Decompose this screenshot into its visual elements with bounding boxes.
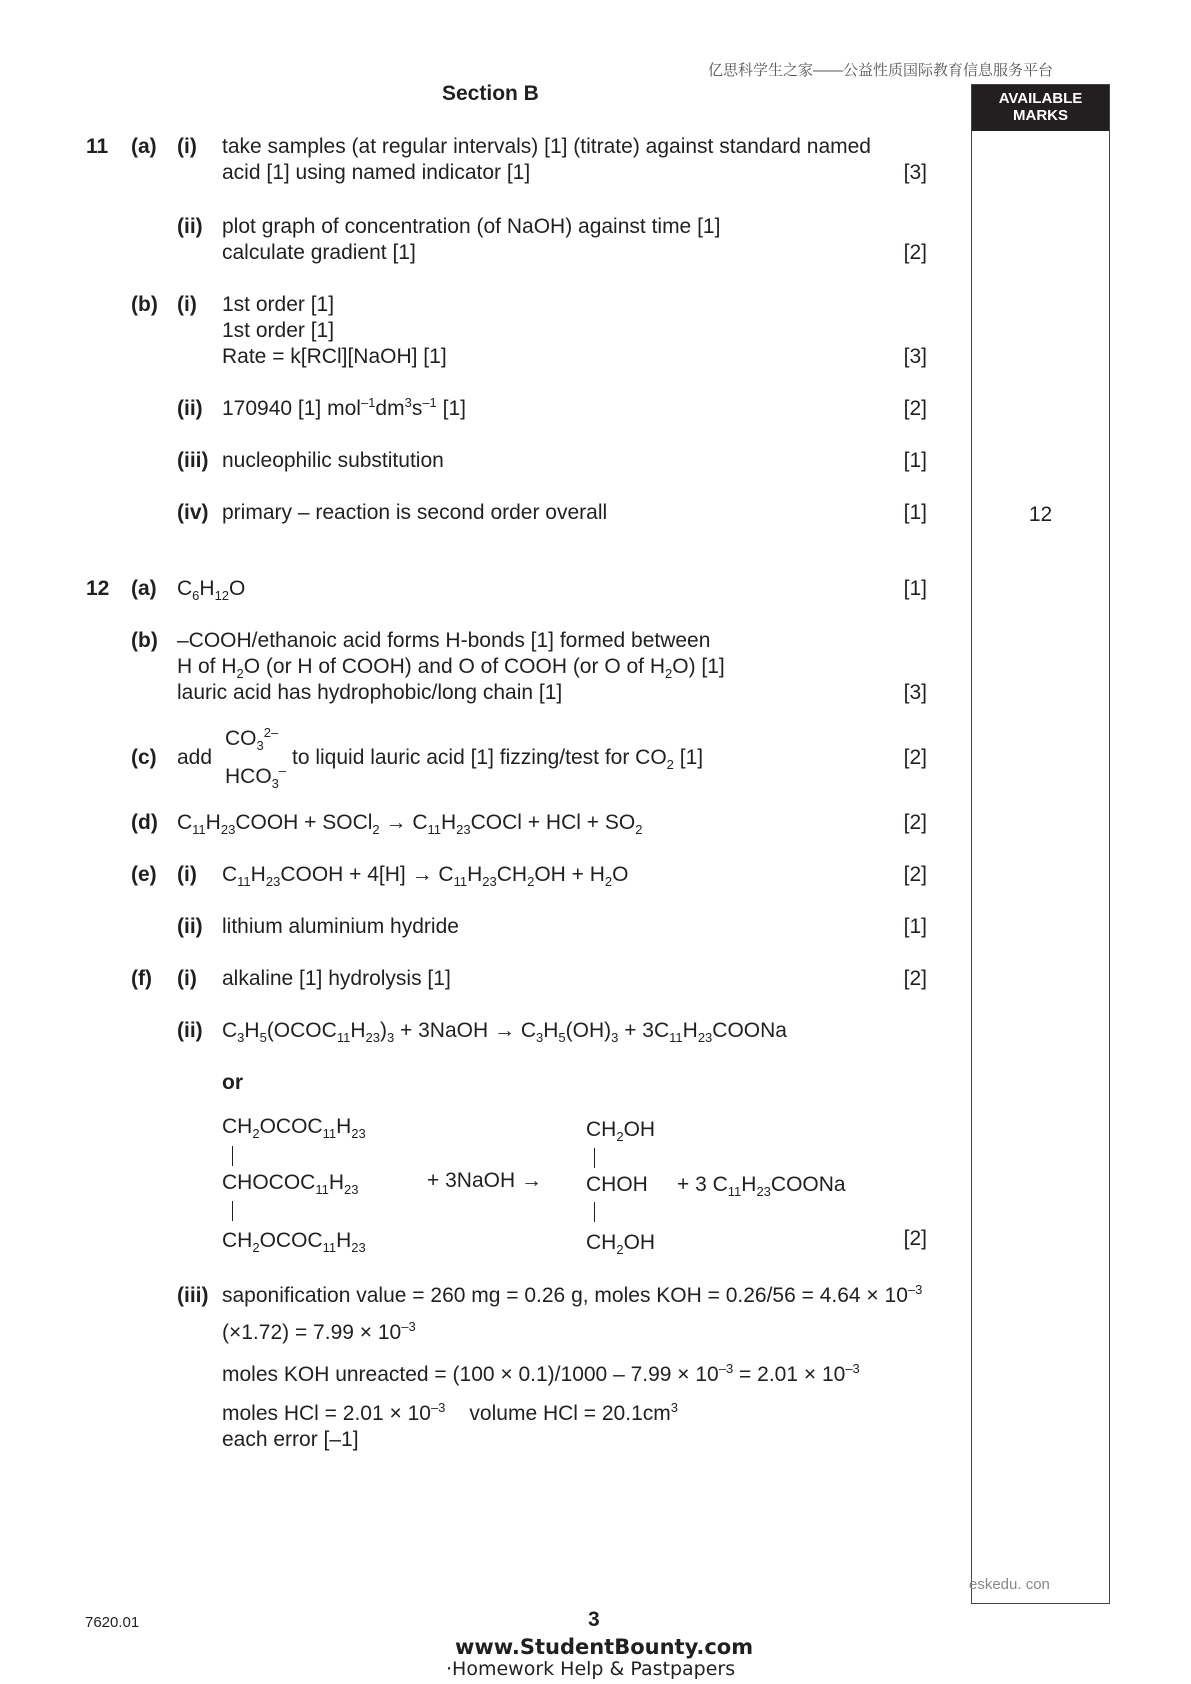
q11-b-ii-label: (ii) (177, 397, 203, 420)
glycerol-row2: CHOH (586, 1173, 648, 1196)
q12-e-ii-label: (ii) (177, 915, 203, 938)
page-number: 3 (588, 1608, 600, 1631)
q12-b-line1: –COOH/ethanoic acid forms H-bonds [1] formed between (177, 629, 711, 652)
q12-d-label: (d) (131, 811, 158, 834)
marks-header-line2: MARKS (1013, 107, 1068, 124)
q12-f-ii-equation: $C_3H_5(OCOC_{11}H_{23})_3$ + 3NaOH → $C_3H_5(OH)_3$ + $3C_{11}H_{23}COONa$ (222, 1019, 787, 1045)
q12-a-marks: [1] (903, 577, 927, 600)
q12-b-line3: lauric acid has hydrophobic/long chain [1] (177, 681, 563, 704)
studentbounty-logo-line2: ·Homework Help & Pastpapers (446, 1658, 736, 1680)
q12-e-ii-marks: [1] (903, 915, 927, 938)
q12-d-equation: $C_{11}H_{23}COOH$ + SOCl$_2$ → $C_{11}H_{23}COCl$ + HCl + $SO_2$ (177, 811, 643, 837)
plus-naoh-arrow: + 3NaOH → (427, 1169, 542, 1192)
q12-a-label: (a) (131, 577, 157, 600)
q12-f-iii-line2: $(\times 1.72) = 7.99 \times 10^{-3}$ (222, 1319, 416, 1344)
bond-line (594, 1148, 595, 1168)
q11-b-i-line2: 1st order [1] (222, 319, 335, 342)
q12-b-line2: H of $H_2O$ (or H of COOH) and O of COOH (or O of $H_2O$) [1] (177, 655, 725, 681)
q12-e-i-equation: $C_{11}H_{23}COOH + 4[H] \to C_{11}H_{23}CH_2OH + H_2O$ (222, 863, 629, 889)
q12-e-ii-answer: lithium aluminium hydride (222, 915, 459, 938)
q11-a-label: (a) (131, 135, 157, 158)
q11-b-iv-marks: [1] (903, 501, 927, 524)
q11-total-marks: 12 (1028, 503, 1053, 526)
platform-header-text: 亿思科学生之家——公益性质国际教育信息服务平台 (707, 62, 1053, 79)
bond-line (594, 1202, 595, 1222)
q11-a-ii-marks: [2] (903, 241, 927, 264)
q11-a-ii-label: (ii) (177, 215, 203, 238)
available-marks-header (972, 85, 1109, 131)
q12-c-add: add (177, 746, 213, 769)
q12-e-label: (e) (131, 863, 157, 886)
q11-a-ii-line1: plot graph of concentration (of NaOH) against time [1] (222, 215, 721, 238)
q12-f-ii-label: (ii) (177, 1019, 203, 1042)
q12-c-hydrogencarbonate: $HCO_3^-$ (225, 763, 287, 791)
marks-header-line1: AVAILABLE (998, 90, 1083, 107)
q11-b-ii-answer: 170940 [1] $mol^{-1}dm^3s^{-1}$ [1] (222, 395, 466, 420)
q12-f-iii-line4: moles HCl = $2.01 \times 10^{-3}$ volume HCl = $20.1cm^3$ (222, 1400, 678, 1425)
q11-b-i-marks: [3] (903, 345, 927, 368)
q12-c-carbonate: $CO_3^{2-}$ (225, 725, 279, 753)
q11-a-i-label: (i) (177, 135, 197, 158)
studentbounty-logo-line1[interactable]: www.StudentBounty.com (455, 1635, 754, 1659)
q12-f-iii-line1: saponification value = 260 mg = 0.26 g, moles KOH = $0.26/56 = 4.64 \times 10^{-3}$ (222, 1282, 923, 1307)
q12-b-label: (b) (131, 629, 158, 652)
q12-e-i-marks: [2] (903, 863, 927, 886)
triglyceride-row1: $CH_2OCOC_{11}H_{23}$ (222, 1115, 366, 1141)
q11-a-i-line2: acid [1] using named indicator [1] (222, 161, 531, 184)
q11-b-i-label: (i) (177, 293, 197, 316)
q12-e-i-label: (i) (177, 863, 197, 886)
q12-f-i-marks: [2] (903, 967, 927, 990)
q11-b-i-line3: Rate = k[RCl][NaOH] [1] (222, 345, 447, 368)
q12-a-formula: $C_6H_{12}O$ (177, 577, 246, 603)
q12-number: 12 (86, 577, 110, 600)
triglyceride-row2: $CHOCOC_{11}H_{23}$ (222, 1171, 359, 1197)
q12-f-ii-or: or (222, 1071, 243, 1094)
q11-b-label: (b) (131, 293, 158, 316)
bond-line (232, 1201, 233, 1221)
q11-b-iii-answer: nucleophilic substitution (222, 449, 444, 472)
q12-f-i-answer: alkaline [1] hydrolysis [1] (222, 967, 451, 990)
glycerol-row3: $CH_2OH$ (586, 1231, 656, 1257)
q12-f-iii-label: (iii) (177, 1284, 209, 1307)
q12-c-answer: to liquid lauric acid [1] fizzing/test for $CO_2$ [1] (292, 746, 704, 772)
q12-f-i-label: (i) (177, 967, 197, 990)
available-marks-column (971, 84, 1110, 1604)
q12-f-ii-marks: [2] (903, 1227, 927, 1250)
q11-b-iv-label: (iv) (177, 501, 209, 524)
q12-c-label: (c) (131, 746, 157, 769)
q12-c-marks: [2] (903, 746, 927, 769)
soap-product: + 3 $C_{11}H_{23}COONa$ (677, 1173, 846, 1199)
section-title: Section B (442, 82, 539, 105)
watermark-text: eskedu. con (969, 1576, 1050, 1593)
q11-a-ii-line2: calculate gradient [1] (222, 241, 416, 264)
q11-b-iii-label: (iii) (177, 449, 209, 472)
bond-line (232, 1146, 233, 1166)
q12-f-iii-line3: moles KOH unreacted = $(100 \times 0.1)/1000 - 7.99 \times 10^{-3} = 2.01 \times 10^{-3}$ (222, 1361, 860, 1386)
q11-b-ii-marks: [2] (903, 397, 927, 420)
paper-code: 7620.01 (85, 1614, 140, 1631)
q11-a-i-marks: [3] (903, 161, 927, 184)
q11-b-iii-marks: [1] (903, 449, 927, 472)
glycerol-row1: $CH_2OH$ (586, 1118, 656, 1144)
q11-b-i-line1: 1st order [1] (222, 293, 335, 316)
q12-f-label: (f) (131, 967, 152, 990)
q11-a-i-line1: take samples (at regular intervals) [1] (titrate) against standard named (222, 135, 871, 158)
q12-b-marks: [3] (903, 681, 927, 704)
triglyceride-row3: $CH_2OCOC_{11}H_{23}$ (222, 1229, 366, 1255)
q12-d-marks: [2] (903, 811, 927, 834)
q12-f-iii-line5: each error [–1] (222, 1428, 359, 1451)
q11-number: 11 (86, 135, 109, 158)
q11-b-iv-answer: primary – reaction is second order overall (222, 501, 608, 524)
